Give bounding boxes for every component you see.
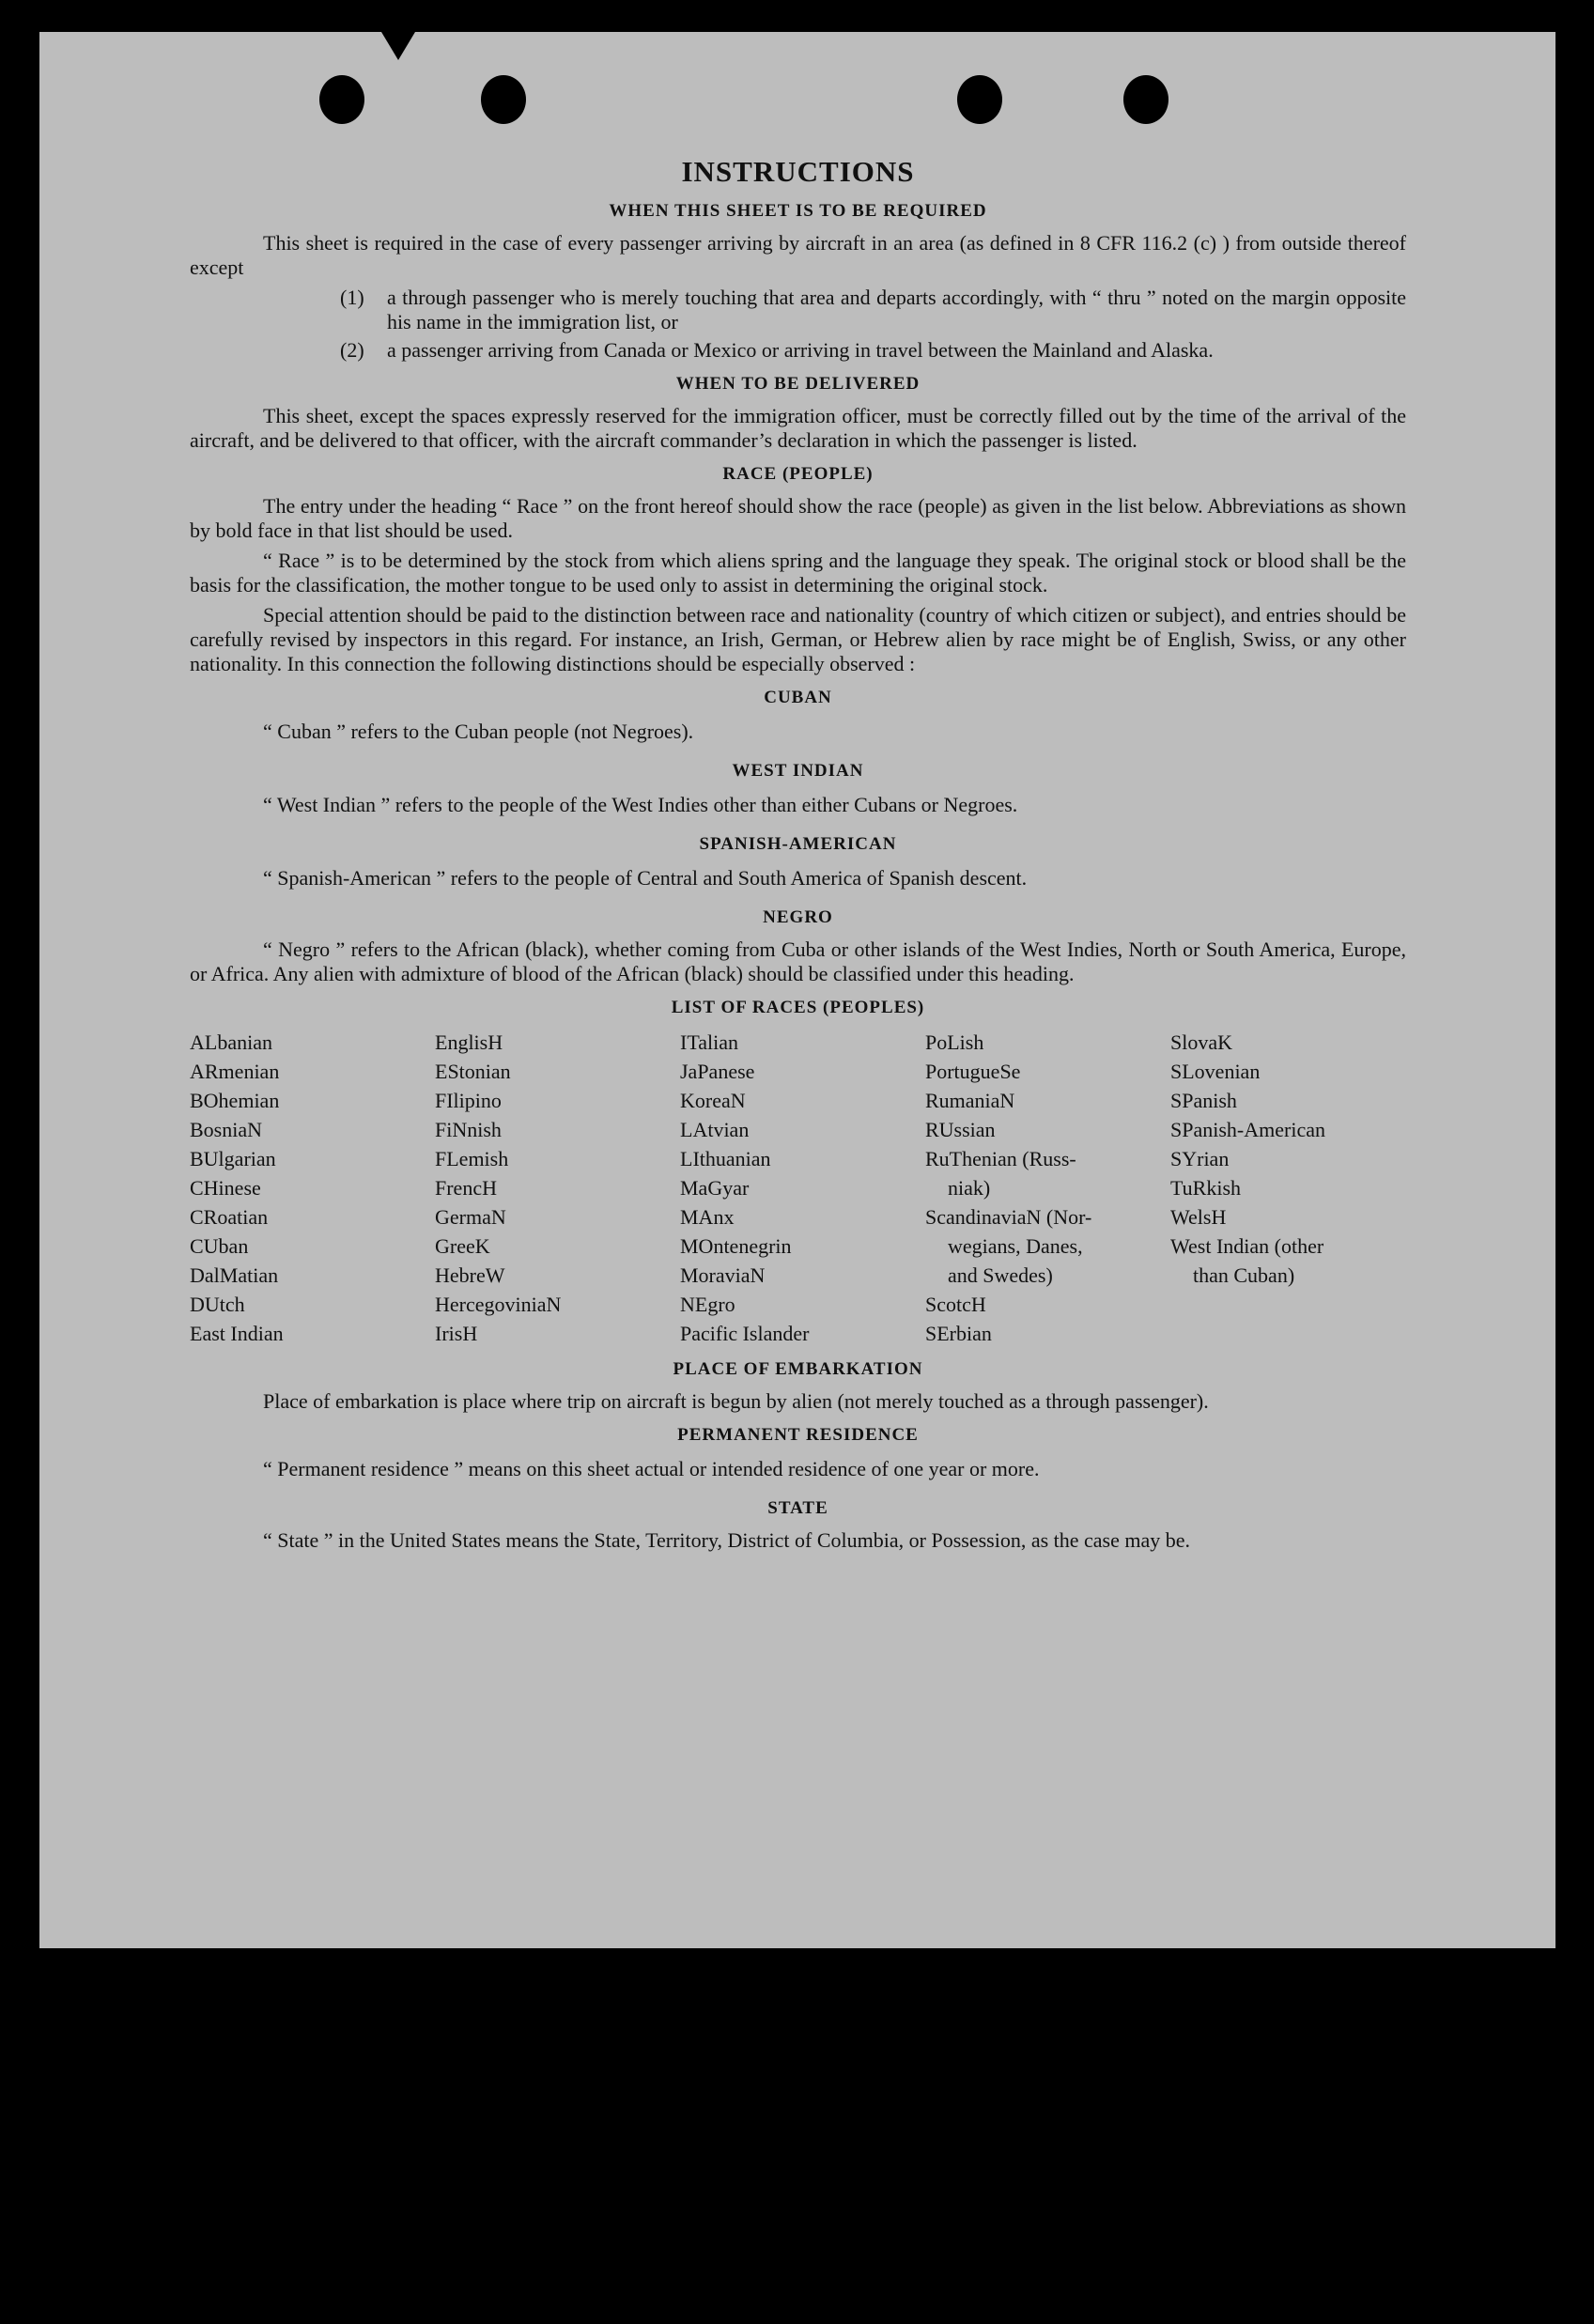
heading-when-required: WHEN THIS SHEET IS TO BE REQUIRED — [609, 201, 987, 221]
race-entry: BosniaN — [190, 1118, 262, 1141]
races-column — [190, 1028, 426, 1348]
heading-state: STATE — [767, 1498, 828, 1518]
race-entry: DalMatian — [190, 1263, 279, 1287]
race-entry: LAtvian — [680, 1118, 750, 1141]
race-entry: FIlipino — [435, 1089, 502, 1112]
heading-negro: NEGRO — [763, 907, 833, 927]
torn-corner — [381, 32, 415, 60]
race-entry: KoreaN — [680, 1089, 746, 1112]
race-entry: PoLish — [925, 1030, 984, 1054]
heading-list-of-races: LIST OF RACES (PEOPLES) — [671, 998, 925, 1017]
race-entry: wegians, Danes, — [948, 1234, 1083, 1258]
race-entry: HercegoviniaN — [435, 1293, 562, 1316]
punch-hole — [319, 75, 364, 124]
race-paragraph-2: “ Race ” is to be determined by the stock from which aliens spring and the language they speak. The original stock or blood shall be the basis for the classification, the mother tongue to be used only to assist in determining the original stock. — [190, 549, 1406, 596]
race-entry: FLemish — [435, 1147, 509, 1170]
race-entry: SPanish — [1170, 1089, 1237, 1112]
list-item — [340, 338, 1406, 363]
races-column — [680, 1028, 916, 1348]
state-text: “ State ” in the United States means the State, Territory, District of Columbia, or Possession, as the case may be. — [263, 1528, 1191, 1552]
race-entry: SLovenian — [1170, 1060, 1261, 1083]
race-entry: PortugueSe — [925, 1060, 1021, 1083]
race-entry: SlovaK — [1170, 1030, 1232, 1054]
race-entry: RumaniaN — [925, 1089, 1015, 1112]
race-entry: NEgro — [680, 1293, 735, 1316]
race-entry: GermaN — [435, 1205, 506, 1229]
heading-embarkation: PLACE OF EMBARKATION — [673, 1359, 923, 1379]
race-entry: DUtch — [190, 1293, 245, 1316]
item-text: a through passenger who is merely touching that area and departs accordingly, with “ thru ” noted on the margin opposite his name in the immigration list, or — [387, 286, 1406, 333]
punch-hole — [957, 75, 1002, 124]
race-entry: ITalian — [680, 1030, 738, 1054]
when-delivered-text: This sheet, except the spaces expressly reserved for the immigration officer, must be correctly filled out by the time of the arrival of the aircraft, and be delivered to that officer, with the aircraft commander’s declaration in which the passenger is listed. — [190, 404, 1406, 452]
race-entry: niak) — [948, 1176, 991, 1200]
item-number: (2) — [340, 338, 364, 362]
race-entry: Pacific Islander — [680, 1322, 810, 1345]
race-entry: MaGyar — [680, 1176, 750, 1200]
race-entry: BOhemian — [190, 1089, 280, 1112]
race-entry: CRoatian — [190, 1205, 269, 1229]
races-column — [435, 1028, 671, 1348]
heading-when-delivered: WHEN TO BE DELIVERED — [675, 374, 921, 394]
item-text: a passenger arriving from Canada or Mexico or arriving in travel between the Mainland and Alaska. — [387, 338, 1214, 362]
punch-hole — [1123, 75, 1168, 124]
race-paragraph-1: The entry under the heading “ Race ” on the front hereof should show the race (people) as given in the list below. Abbreviations as shown by bold face in that list should be used. — [190, 494, 1406, 542]
races-column — [1170, 1028, 1406, 1348]
race-entry: FiNnish — [435, 1118, 502, 1141]
race-entry: ARmenian — [190, 1060, 280, 1083]
race-entry: MAnx — [680, 1205, 735, 1229]
race-entry: MOntenegrin — [680, 1234, 792, 1258]
race-entry: RUssian — [925, 1118, 996, 1141]
permanent-residence-text: “ Permanent residence ” means on this sheet actual or intended residence of one year or more. — [263, 1457, 1040, 1480]
race-entry: West Indian (other — [1170, 1234, 1324, 1258]
heading-permanent-residence: PERMANENT RESIDENCE — [677, 1425, 919, 1445]
race-entry: CUban — [190, 1234, 249, 1258]
race-entry: RuThenian (Russ- — [925, 1147, 1076, 1170]
west-indian-text: “ West Indian ” refers to the people of the West Indies other than either Cubans or Negroes. — [263, 793, 1018, 816]
spanish-american-text: “ Spanish-American ” refers to the people of Central and South America of Spanish descent. — [263, 866, 1028, 890]
page-title: INSTRUCTIONS — [681, 155, 915, 188]
instructions-body — [190, 154, 1406, 1558]
heading-spanish-american: SPANISH-AMERICAN — [699, 834, 897, 854]
item-number: (1) — [340, 286, 364, 309]
document-sheet — [39, 32, 1555, 1948]
race-entry: MoraviaN — [680, 1263, 766, 1287]
race-entry: JaPanese — [680, 1060, 755, 1083]
race-entry: TuRkish — [1170, 1176, 1242, 1200]
race-entry: EnglisH — [435, 1030, 503, 1054]
race-entry: HebreW — [435, 1263, 505, 1287]
race-entry: GreeK — [435, 1234, 490, 1258]
heading-cuban: CUBAN — [764, 688, 832, 707]
race-entry: SYrian — [1170, 1147, 1230, 1170]
race-entry: and Swedes) — [948, 1263, 1053, 1287]
heading-west-indian: WEST INDIAN — [732, 761, 864, 781]
race-entry: BUlgarian — [190, 1147, 276, 1170]
race-entry: ALbanian — [190, 1030, 272, 1054]
race-entry: EStonian — [435, 1060, 511, 1083]
race-entry: ScotcH — [925, 1293, 986, 1316]
race-entry: CHinese — [190, 1176, 261, 1200]
cuban-text: “ Cuban ” refers to the Cuban people (not Negroes). — [263, 720, 694, 743]
list-item — [340, 286, 1406, 334]
when-required-intro: This sheet is required in the case of every passenger arriving by aircraft in an area (as defined in 8 CFR 116.2 (c) ) from outside thereof except — [190, 231, 1406, 279]
punch-hole — [481, 75, 526, 124]
race-entry: ScandinaviaN (Nor- — [925, 1205, 1092, 1229]
race-entry: East Indian — [190, 1322, 284, 1345]
embarkation-text: Place of embarkation is place where trip on aircraft is begun by alien (not merely touched as a through passenger). — [263, 1389, 1209, 1413]
race-entry: than Cuban) — [1193, 1263, 1295, 1287]
negro-text: “ Negro ” refers to the African (black), whether coming from Cuba or other islands of the West Indies, North or South America, Europe, or Africa. Any alien with admixture of blood of the African (black) should be classified under this heading. — [190, 937, 1406, 985]
heading-race: RACE (PEOPLE) — [722, 464, 874, 484]
race-entry: FrencH — [435, 1176, 497, 1200]
race-entry: WelsH — [1170, 1205, 1227, 1229]
race-entry: LIthuanian — [680, 1147, 771, 1170]
races-column — [925, 1028, 1161, 1348]
race-paragraph-3: Special attention should be paid to the distinction between race and nationality (country of which citizen or subject), and entries should be carefully revised by inspectors in this regard. For instance, an Irish, German, or Hebrew alien by race might be of English, Swiss, or any other nationality. In this connection the following distinctions should be especially observed : — [190, 603, 1406, 675]
race-entry: SErbian — [925, 1322, 992, 1345]
races-list — [190, 1028, 1406, 1348]
race-entry: SPanish-American — [1170, 1118, 1325, 1141]
race-entry: IrisH — [435, 1322, 478, 1345]
